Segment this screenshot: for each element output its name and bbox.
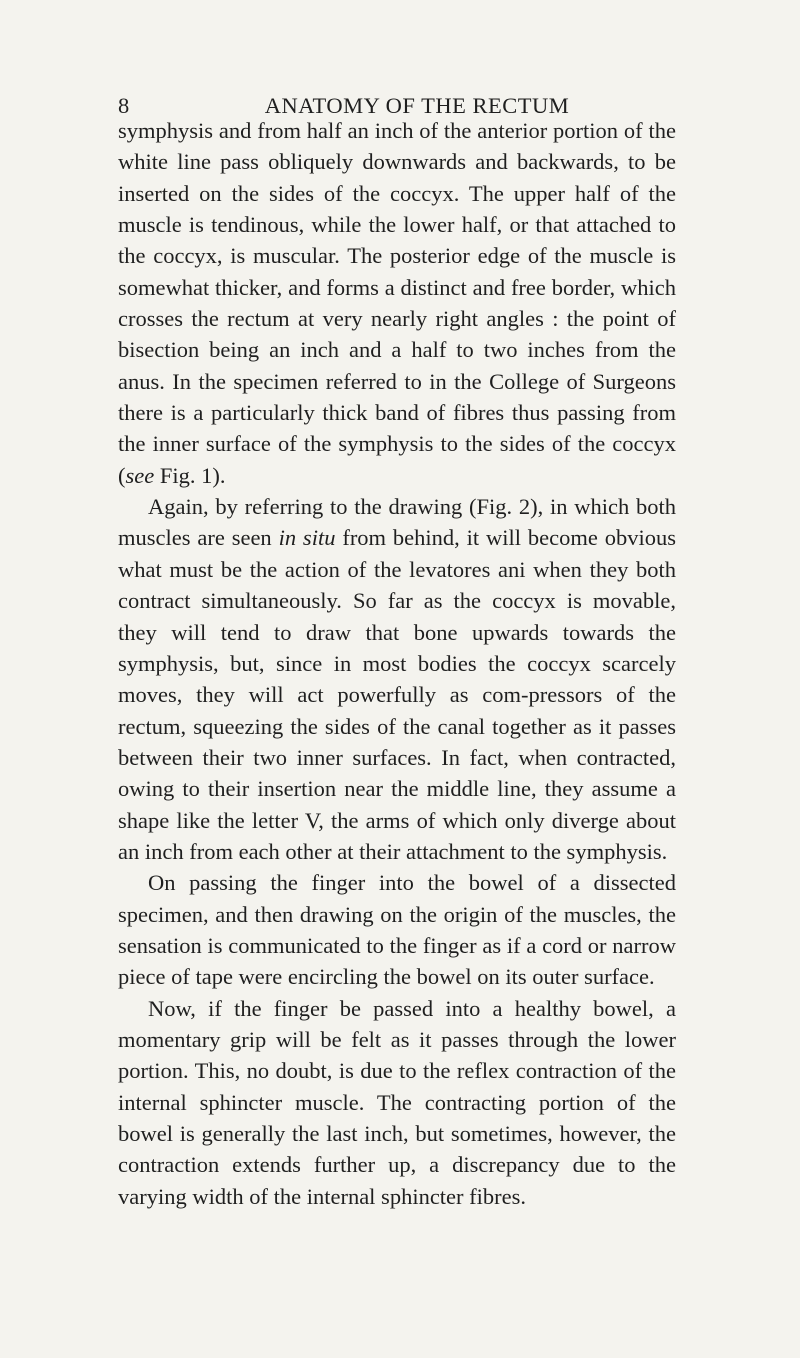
running-title: ANATOMY OF THE RECTUM [264,93,570,118]
paragraph-finger-sensation: On passing the finger into the bowel of a dissected specimen, and then drawing on the origin of the muscles, the sensation is communicated to the finger as if a cord or narrow piece of tape were encircling the bowel on its outer surface. [118,870,676,990]
italic-phrase-in-situ: in situ [278,525,336,551]
paragraph-levator-action [118,491,676,867]
paragraph-text: symphysis and from half an inch of the anterior portion of the white line pass obliquely downwards and backwards, to be inserted on the sides of the coccyx. The upper half of the muscle is tendinous, while the lower half, or that attached to the coccyx, is muscular. The posterior edge of the muscle is somewhat thicker, and forms a distinct and free border, which crosses the rectum at very nearly right angles : the point of bisection being an inch and a half to two inches from the anus. In the specimen referred to in the College of Surgeons there is a particularly thick band of fibres thus passing from the inner surface of the symphysis to the sides of the coccyx ( [118,118,676,488]
paragraph-text: from behind, it will become obvious what must be the action of the levatores ani when they both contract simultaneously. So far as the coccyx is movable, they will tend to draw that bone upwards towards the symphysis, but, since in most bodies the coccyx scarcely moves, they will act powerfully as com-pressors of the rectum, squeezing the sides of the canal together as it passes between their two inner surfaces. In fact, when contracted, owing to their insertion near the middle line, they assume a shape like the letter V, the arms of which only diverge about an inch from each other at their attachment to the symphysis. [118,525,677,864]
body-text [118,115,676,1212]
paragraph-text: Again, by referring to the drawing (Fig. 2), in which both muscles are seen [118,494,676,551]
paragraph-text: Fig. 1). [154,462,226,488]
page-number: 8 [118,93,130,118]
italic-phrase-see: see [125,462,155,488]
paragraph-momentary-grip: Now, if the finger be passed into a healthy bowel, a momentary grip will be felt as it passes through the lower portion. This, no doubt, is due to the reflex contraction of the internal sphincter muscle. The contracting portion of the bowel is generally the last inch, but sometimes, however, the contraction extends further up, a discrepancy due to the varying width of the internal sphincter fibres. [118,995,676,1209]
paragraph-levator-insertion [118,115,676,491]
